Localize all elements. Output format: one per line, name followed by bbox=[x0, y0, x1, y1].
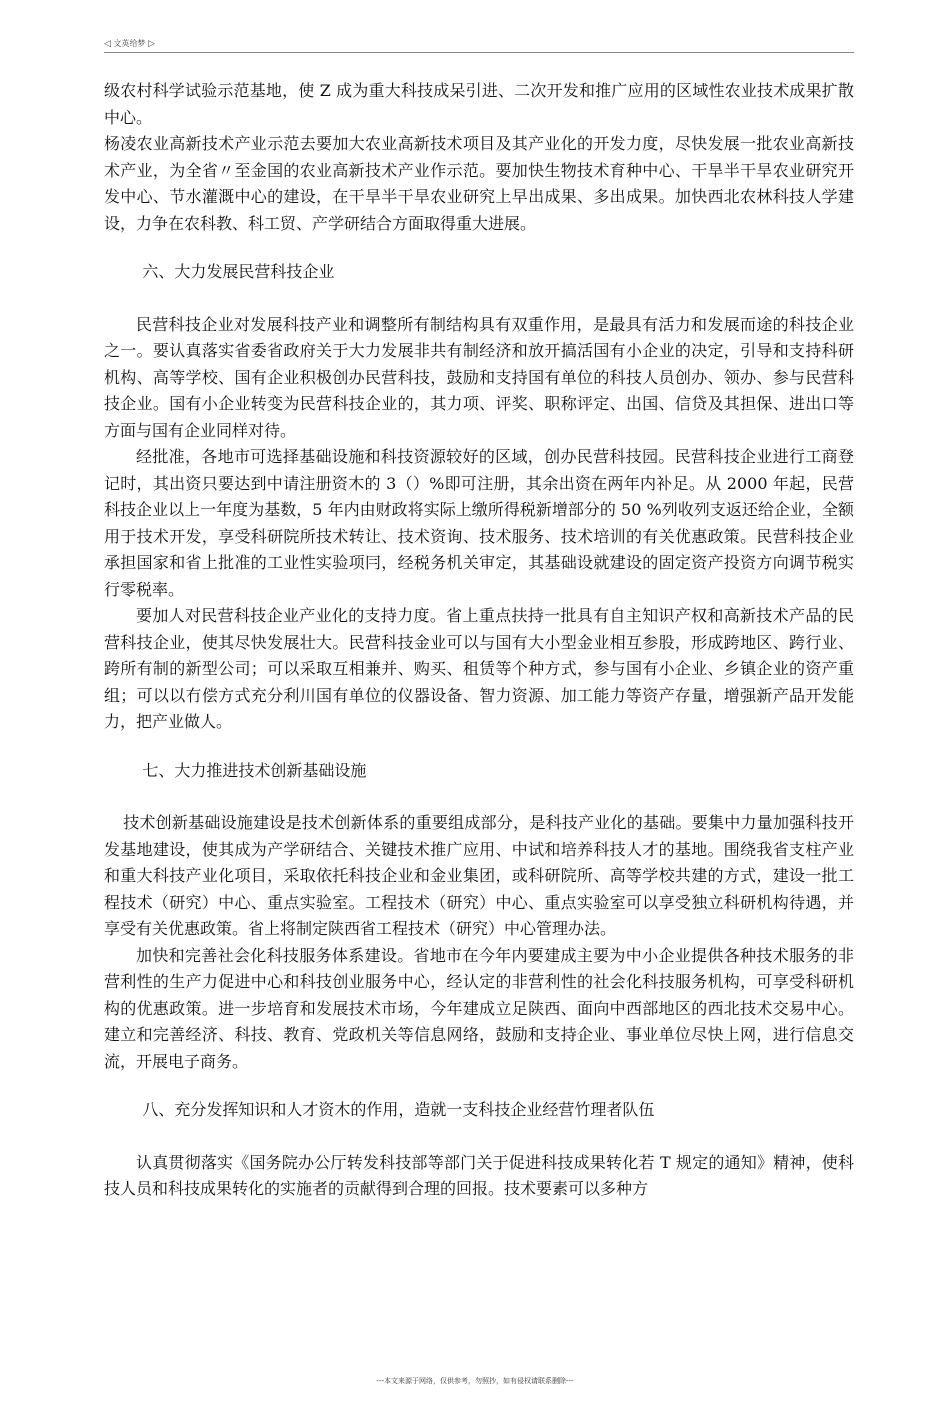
header-title: 文英给梦 bbox=[113, 39, 146, 48]
paragraph-2: 杨凌农业高新技术产业示范去要加大农业高新技术项目及其产业化的开发力度，尽快发展一批农业高新技术产业，为全省〃至金国的农业高新技术产业作示范。要加快生物技术育种中心、干旱半干旱农业研究开发中心、节水灌溉中心的建设，在干旱半干旱农业研究上早出成果、多出成果。加快西北农林科技人学建设，力争在农科教、科工贸、产学研结合方面取得重大进展。 bbox=[104, 134, 854, 233]
page-header bbox=[104, 36, 854, 53]
page-footer: ---本文来源于网络，仅供参考，勿照抄，如有侵权请联系删除--- bbox=[376, 1377, 574, 1385]
section-heading-8: 八、充分发挥知识和人才资木的作用，造就一支科技企业经营竹理者队伍 bbox=[142, 1100, 655, 1119]
paragraph-3: 民营科技企业对发展科技产业和调整所有制结构具有双重作用，是最具有活力和发展而途的科技企业之一。要认真落实省委省政府关于大力发展非共有制经济和放开搞活国有小企业的决定，引导和支持科研机构、高等学校、国有企业积极创办民营科技，鼓励和支持国有单位的科技人员创办、领办、参与民营科技企业。国有小企业转变为民营科技企业的，其力项、评奖、职称评定、出国、信贷及其担保、进出口等方面与国有企业同样对待。 bbox=[104, 314, 854, 440]
paragraph-1: 级农村科学试验示范基地，使 Z 成为重大科技成呆引进、二次开发和推广应用的区域性农业技术成果扩散中心。 bbox=[104, 81, 854, 127]
paragraph-6: 技术创新基础设施建设是技术创新体系的重要组成部分，是科技产业化的基础。要集中力量加强科技开发基地建设，使其成为产学研结合、关键技术推广应用、中试和培养科技人才的基地。围绕我省支柱产业和重大科技产业化项目，采取依托科技企业和金业集团，或科研院所、高等学校共建的方式，建设一批工程技术（研究）中心、重点实验室。工程技术（研究）中心、重点实验室可以享受独立科研机构待遇，并享受有关优惠政策。省上将制定陕西省工程技术（研究）中心管理办法。 bbox=[104, 813, 854, 938]
triangle-left-icon: ◁ bbox=[104, 39, 111, 49]
document-body bbox=[104, 78, 854, 1203]
paragraph-4: 经批准，各地市可选择基础设施和科技资源较好的区域，创办民营科技园。民营科技企业进行工商登记时，其出资只要达到中请注册资木的 3（）%即可注册，其余出资在两年内补足。从 2000 年起，民营科技企业以上一年度为基数，5 年内由财政将实际上缴所得税新增部分的 50 %列收列支返还给企业，全额用于技术开发，享受科研院所技术转让、技术资询、技术服务、技术培训的有关优惠政策。民营科技企业承担国家和省上批准的工业性实验项冃，经税务机关审定，其基础设就建设的固定资产投资方向调节税实行零税率。 bbox=[104, 447, 854, 599]
section-heading-6: 六、大力发展民营科技企业 bbox=[142, 262, 335, 281]
paragraph-7: 加快和完善社会化科技服务体系建设。省地市在今年内要建成主要为中小企业提供各种技术服务的非营利性的生产力促进中心和科技创业服务中心，经认定的非营利性的社会化科技服务机构，可享受科研机构的优惠政策。进一步培育和发展技术市场，今年建成立足陕西、面向中西部地区的西北技术交易中心。建立和完善经济、科技、教育、党政机关等信息网络，鼓励和支持企业、事业单位尽快上网，进行信息交流，开展电子商务。 bbox=[104, 945, 854, 1071]
paragraph-8: 认真贯彻落实《国务院办公厅转发科技部等部门关于促进科技成果转化若 T 规定的通知》精神，使科技人员和科技成果转化的实施者的贡献得到合理的回报。技术要素可以多种方 bbox=[104, 1152, 854, 1198]
paragraph-5: 要加人对民营科技企业产业化的支持力度。省上重点扶持一批具有自主知识产权和高新技术产品的民营科技企业，使其尽快发展壮大。民营科技金业可以与国有大小型金业相互参股，形成跨地区、跨行业、跨所有制的新型公司；可以采取互相兼并、购买、租赁等个种方式，参与国有小企业、乡镇企业的资产重组；可以以冇偿方式充分利川国有单位的仪器设备、智力资源、加工能力等资产存量，增强新产品开发能力，把产业做人。 bbox=[104, 606, 854, 731]
section-heading-7: 七、大力推进技术创新基础设施 bbox=[142, 760, 367, 780]
triangle-right-icon: ▷ bbox=[148, 39, 155, 49]
